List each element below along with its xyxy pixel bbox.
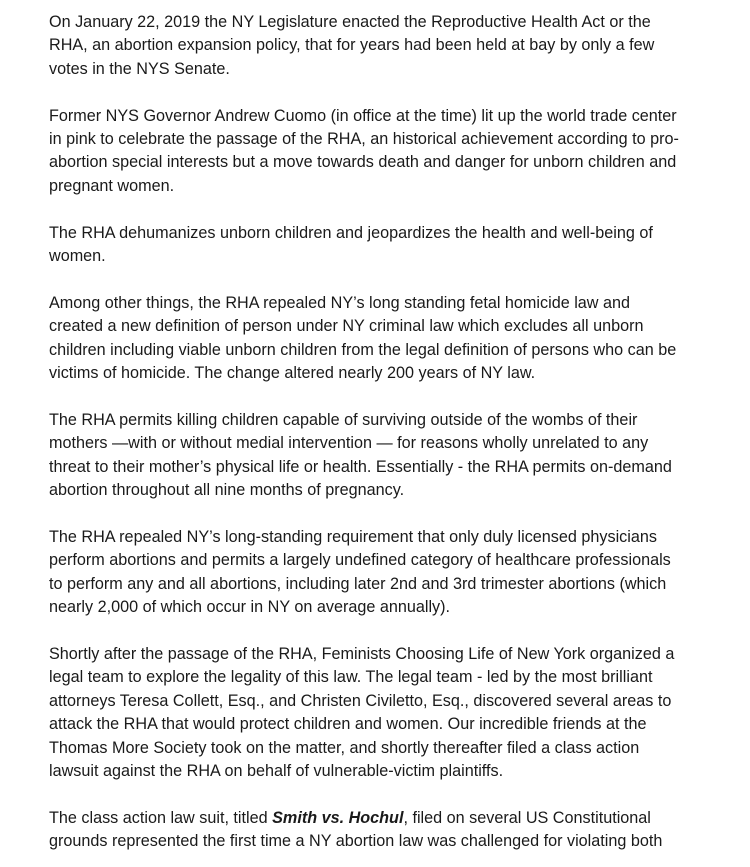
text-line: The RHA dehumanizes unborn children and jeopardizes the health and well-being of: [49, 223, 653, 242]
paragraph-physicians: [49, 526, 709, 620]
case-title: Smith vs. Hochul: [272, 808, 404, 827]
text-line: RHA, an abortion expansion policy, that for years had been held at bay by only a few: [49, 36, 655, 55]
text-line: legal team to explore the legality of this law. The legal team - led by the most brilliant: [49, 668, 653, 687]
text-line: On January 22, 2019 the NY Legislature enacted the Reproductive Health Act or the: [49, 13, 651, 31]
paragraph-cuomo: [49, 105, 709, 199]
text-line: in pink to celebrate the passage of the RHA, an historical achievement according to pro-: [49, 130, 679, 149]
text-line: perform abortions and permits a largely undefined category of healthcare professionals: [49, 551, 671, 570]
text-line: mothers —with or without medial intervention — for reasons wholly unrelated to any: [49, 434, 649, 453]
text-line: lawsuit against the RHA on behalf of vulnerable-victim plaintiffs.: [49, 761, 504, 780]
text-line: pregnant women.: [49, 176, 175, 195]
text-line: Shortly after the passage of the RHA, Feminists Choosing Life of New York organized a: [49, 644, 675, 663]
text-line: abortion throughout all nine months of pregnancy.: [49, 481, 405, 500]
text-line: Among other things, the RHA repealed NY’s long standing fetal homicide law and: [49, 293, 631, 312]
text-line: Thomas More Society took on the matter, and shortly thereafter filed a class action: [49, 738, 640, 757]
text-line: threat to their mother’s physical life or health. Essentially - the RHA permits on-demand: [49, 457, 672, 476]
text-line: to perform any and all abortions, including later 2nd and 3rd trimester abortions (which: [49, 574, 667, 593]
text-fragment: , filed on several US Constitutional: [403, 808, 651, 827]
paragraph-dehumanizes: [49, 222, 709, 269]
paragraph-legal-team: [49, 643, 709, 783]
text-fragment: The class action law suit, titled: [49, 808, 273, 827]
paragraph-fetal-homicide: [49, 292, 709, 386]
text-line: grounds represented the first time a NY abortion law was challenged for violating both: [49, 832, 663, 851]
paragraph-rha-enacted: [49, 11, 709, 81]
text-line: created a new definition of person under NY criminal law which excludes all unborn: [49, 317, 644, 336]
paragraph-class-action: [49, 807, 709, 854]
text-line: The RHA permits killing children capable of surviving outside of the wombs of their: [49, 410, 638, 429]
text-line: The RHA repealed NY’s long-standing requirement that only duly licensed physicians: [49, 527, 657, 546]
text-line: victims of homicide. The change altered nearly 200 years of NY law.: [49, 364, 536, 383]
text-line: [49, 807, 709, 830]
text-line: children including viable unborn children from the legal definition of persons who can be: [49, 340, 677, 359]
text-line: Former NYS Governor Andrew Cuomo (in office at the time) lit up the world trade center: [49, 106, 677, 125]
text-line: attack the RHA that would protect children and women. Our incredible friends at the: [49, 715, 647, 734]
paragraph-on-demand: [49, 409, 709, 503]
text-line: women.: [49, 247, 106, 266]
text-line: abortion special interests but a move towards death and danger for unborn children and: [49, 153, 677, 172]
text-line: nearly 2,000 of which occur in NY on average annually).: [49, 598, 451, 617]
text-line: votes in the NYS Senate.: [49, 59, 230, 78]
text-line: attorneys Teresa Collett, Esq., and Christen Civiletto, Esq., discovered several areas to: [49, 691, 672, 710]
